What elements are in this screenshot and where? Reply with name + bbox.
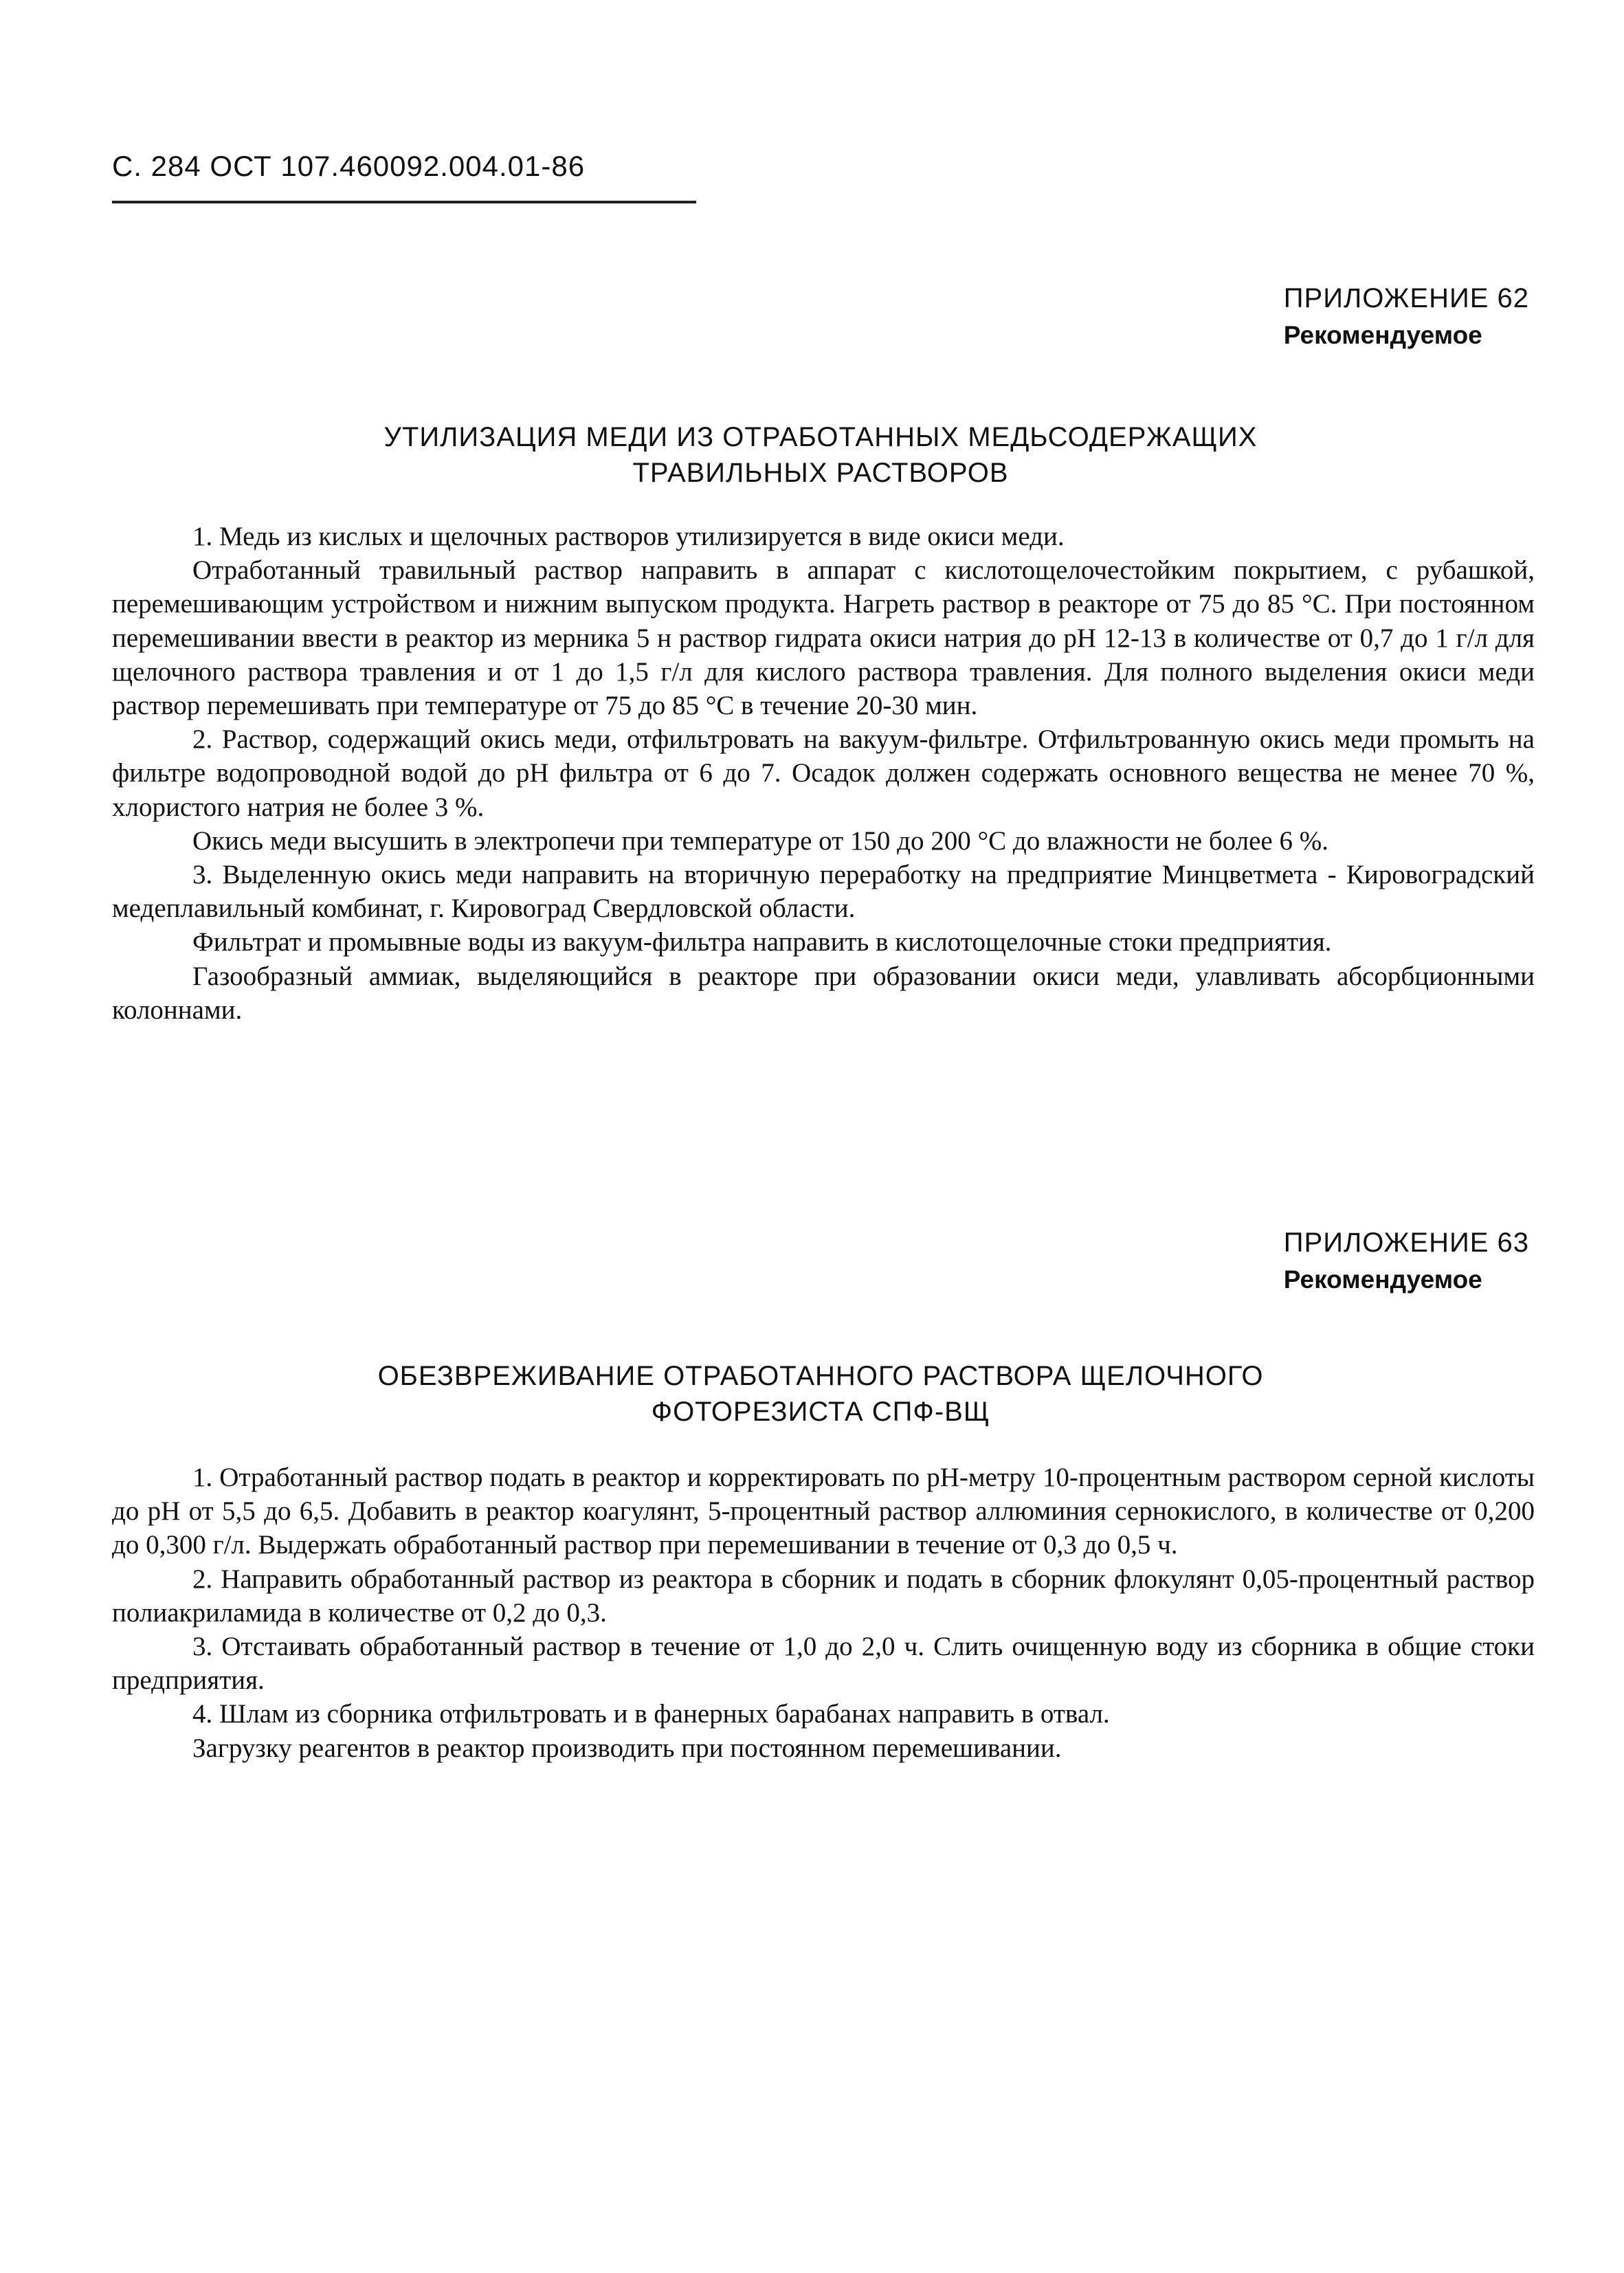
appendix-62-paragraph-4: Окись меди высушить в электропечи при температуре от 150 до 200 °С до влажности не более 6 %. bbox=[192, 825, 1328, 856]
appendix-62-body bbox=[112, 520, 1535, 1027]
appendix-62-label: ПРИЛОЖЕНИЕ 62 bbox=[1283, 283, 1529, 313]
appendix-62-title-line-1: УТИЛИЗАЦИЯ МЕДИ ИЗ ОТРАБОТАННЫХ МЕДЬСОДЕРЖАЩИХ bbox=[383, 422, 1258, 452]
appendix-63-body bbox=[112, 1461, 1535, 1765]
appendix-62-paragraph-6: Фильтрат и промывные воды из вакуум-фильтра направить в кислотощелочные стоки предприятия. bbox=[192, 927, 1332, 957]
appendix-62-paragraph-2: Отработанный травильный раствор направить в аппарат с кислотощелочестойким покрытием, с рубашкой, перемешивающим устройством и нижним выпуском продукта. Нагреть раствор в реакторе от 75 до 85 °С. При постоянном перемешивании ввести в реактор из мерника 5 н раствор гидрата окиси натрия до рН 12-13 в количестве от 0,7 до 1 г/л для щелочного раствора травления и от 1 до 1,5 г/л для кислого раствора травления. Для полного выделения окиси меди раствор перемешивать при температуре от 75 до 85 °С в течение 20-30 мин. bbox=[112, 555, 1535, 721]
appendix-62-title bbox=[112, 419, 1529, 491]
appendix-63-title-line-1: ОБЕЗВРЕЖИВАНИЕ ОТРАБОТАННОГО РАСТВОРА ЩЕЛОЧНОГО bbox=[377, 1361, 1264, 1391]
appendix-63-status: Рекомендуемое bbox=[1283, 1265, 1482, 1294]
appendix-63-title-line-2: ФОТОРЕЗИСТА СПФ-ВЩ bbox=[651, 1397, 990, 1427]
header-rule bbox=[112, 201, 696, 203]
appendix-62-paragraph-5: 3. Выделенную окись меди направить на вторичную переработку на предприятие Минцветмета - Кировоградский медеплавильный комбинат, г. Кировоград Свердловской области. bbox=[112, 860, 1535, 924]
appendix-63-label: ПРИЛОЖЕНИЕ 63 bbox=[1283, 1228, 1529, 1258]
appendix-63-heading bbox=[1284, 1223, 1529, 1298]
appendix-62-paragraph-1: 1. Медь из кислых и щелочных растворов утилизируется в виде окиси меди. bbox=[192, 522, 1065, 551]
appendix-63-paragraph-3: 3. Отстаивать обработанный раствор в течение от 1,0 до 2,0 ч. Слить очищенную воду из сборника в общие стоки предприятия. bbox=[112, 1632, 1535, 1696]
appendix-63-paragraph-1: 1. Отработанный раствор подать в реактор и корректировать по рН-метру 10-процентным раствором серной кислоты до рН от 5,5 до 6,5. Добавить в реактор коагулянт, 5-процентный раствор аллюминия сернокислого, в количестве от 0,200 до 0,300 г/л. Выдержать обработанный раствор при перемешивании в течение от 0,3 до 0,5 ч. bbox=[112, 1463, 1535, 1560]
page-header: С. 284 ОСТ 107.460092.004.01-86 bbox=[112, 150, 586, 182]
appendix-62-status: Рекомендуемое bbox=[1283, 321, 1482, 349]
appendix-63-paragraph-4: 4. Шлам из сборника отфильтровать и в фанерных барабанах направить в отвал. bbox=[192, 1699, 1110, 1729]
appendix-62-heading bbox=[1284, 279, 1529, 353]
appendix-63-paragraph-5: Загрузку реагентов в реактор производить при постоянном перемешивании. bbox=[192, 1733, 1062, 1763]
appendix-63-paragraph-2: 2. Направить обработанный раствор из реактора в сборник и подать в сборник флокулянт 0,05-процентный раствор полиакриламида в количестве от 0,2 до 0,3. bbox=[112, 1564, 1535, 1628]
appendix-62-paragraph-3: 2. Раствор, содержащий окись меди, отфильтровать на вакуум-фильтре. Отфильтрованную окись меди промыть на фильтре водопроводной водой до рН фильтра от 6 до 7. Осадок должен содержать основного вещества не менее 70 %, хлористого натрия не более 3 %. bbox=[112, 724, 1535, 822]
appendix-63-title bbox=[112, 1358, 1529, 1430]
appendix-62-title-line-2: ТРАВИЛЬНЫХ РАСТВОРОВ bbox=[632, 458, 1009, 488]
appendix-62-paragraph-7: Газообразный аммиак, выделяющийся в реакторе при образовании окиси меди, улавливать абсорбционными колоннами. bbox=[112, 961, 1535, 1025]
